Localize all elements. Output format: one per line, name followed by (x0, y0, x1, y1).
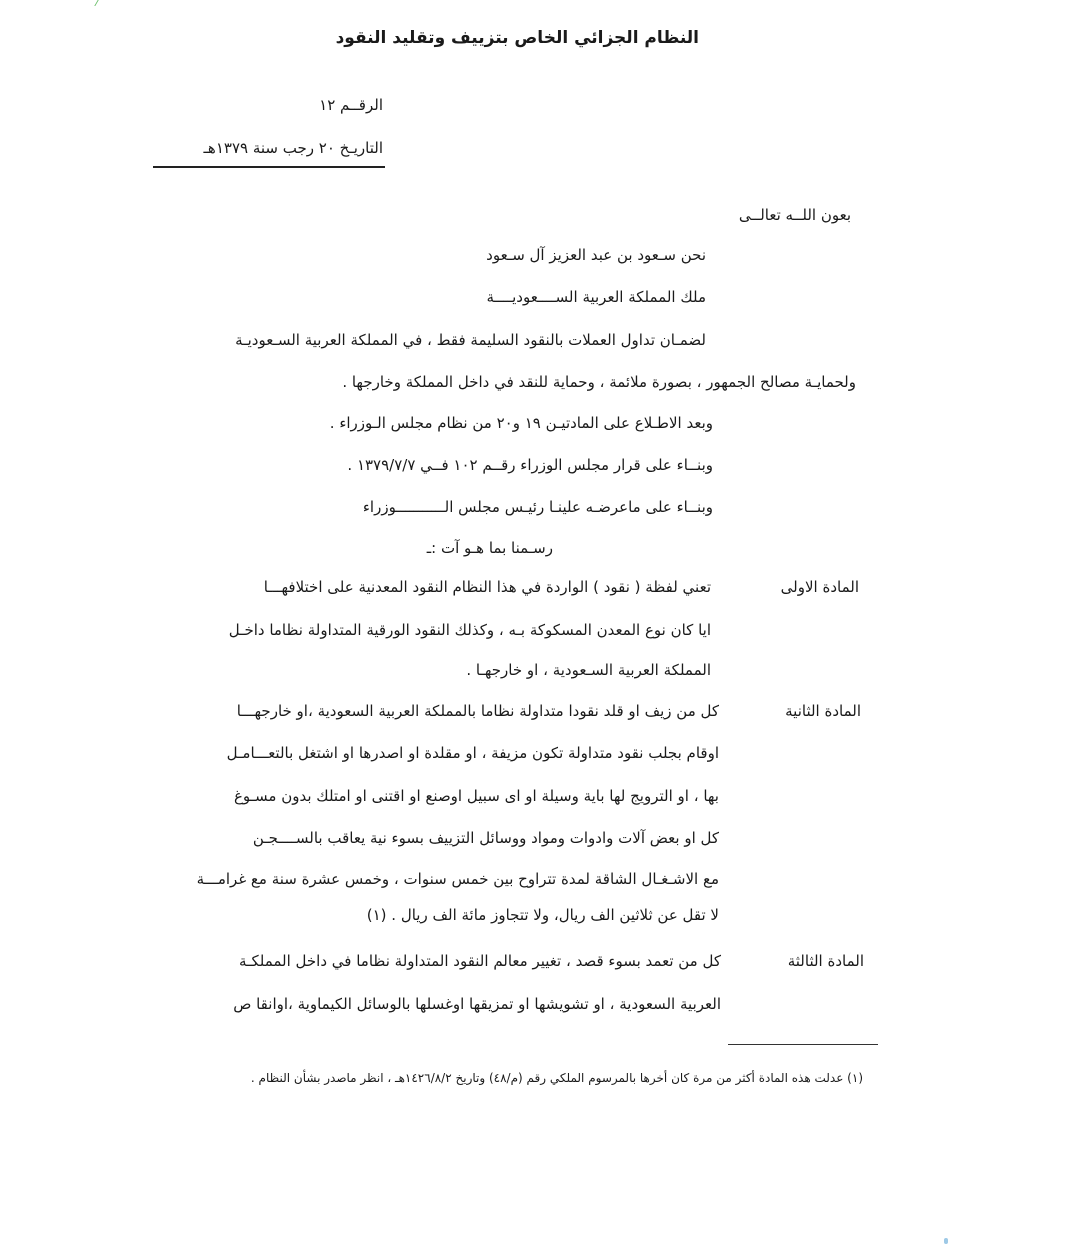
article-text-line: مع الاشـغـال الشاقة لمدة تتراوح بين خمس سنوات ، وخمس عشرة سنة مع غرامـــة (196, 870, 719, 888)
article-label: المادة الاولى (780, 578, 859, 596)
article-label: المادة الثانية (785, 702, 861, 720)
article-text-line: تعني لفظة ( نقود ) الواردة في هذا النظام النقود المعدنية على اختلافهـــا (263, 578, 711, 596)
article-text-line: كل من تعمد بسوء قصد ، تغيير معالم النقود المتداولة نظاما في داخل المملكـة (239, 952, 721, 970)
scan-speck (944, 1238, 948, 1244)
preamble-line: وبنــاء على قرار مجلس الوزراء رقــم ١٠٢ فــي ١٣٧٩/٧/٧ . (347, 456, 713, 474)
article-label: المادة الثالثة (787, 952, 864, 970)
article-text-line: العربية السعودية ، او تشويشها او تمزيقها اوغسلها بالوسائل الكيماوية ،اوانقا ص (233, 995, 721, 1013)
footnote-separator (728, 1044, 878, 1045)
preamble-line: وبعد الاطـلاع على المادتيـن ١٩ و٢٠ من نظام مجلس الـوزراء . (329, 414, 713, 432)
preamble-line: لضمـان تداول العملات بالنقود السليمة فقط ، في المملكة العربية السـعوديـة (235, 331, 706, 349)
preamble-line: ملك المملكة العربية الســــعوديــــة (486, 288, 706, 306)
decree-number: الرقــم ١٢ (319, 96, 383, 114)
preamble-line: ولحمايـة مصالح الجمهور ، بصورة ملائمة ، وحماية للنقد في داخل المملكة وخارجها . (342, 373, 856, 391)
footnote: (١) عدلت هذه المادة أكثر من مرة كان أخرها بالمرسوم الملكي رقم (م/٤٨) وتاريخ ١٤٢٦/٨/٢هـ ، انظر ماصدر بشأن النظام . (250, 1071, 863, 1085)
article-text-line: لا تقل عن ثلاثين الف ريال، ولا تتجاوز مائة الف ريال . (١) (366, 906, 719, 924)
article-text-line: بها ، او الترويج لها باية وسيلة او اى سبيل اوصنع او اقتنى او امتلك بدون مسـوغ (233, 787, 719, 805)
preamble-line: بعون اللــه تعالــى (738, 206, 851, 224)
document-title: النظام الجزائي الخاص بتزييف وتقليد النقود (335, 28, 699, 48)
preamble-line: وبنــاء على ماعرضـه علينـا رئيـس مجلس الـــــــــــوزراء (362, 498, 713, 516)
article-text-line: كل من زيف او قلد نقودا متداولة نظاما بالمملكة العربية السعودية ،او خارجهـــا (236, 702, 719, 720)
scan-corner-mark (94, 0, 108, 6)
article-text-line: اوقام بجلب نقود متداولة تكون مزيفة ، او مقلدة او اصدرها او اشتغل بالتعـــامـل (226, 744, 719, 762)
article-text-line: كل او بعض آلات وادوات ومواد ووسائل التزييف بسوء نية يعاقب بالســــجـن (252, 829, 719, 847)
decree-date: التاريـخ ٢٠ رجب سنة ١٣٧٩هـ (203, 139, 383, 157)
preamble-line: رسـمنا بما هـو آت :ـ (426, 539, 553, 557)
article-text-line: ايا كان نوع المعدن المسكوكة بـه ، وكذلك النقود الورقية المتداولة نظاما داخـل (228, 621, 711, 639)
date-underline (153, 166, 385, 168)
preamble-line: نحن سـعود بن عبد العزيز آل سـعود (486, 246, 706, 264)
article-text-line: المملكة العربية السـعودية ، او خارجهـا . (466, 661, 711, 679)
